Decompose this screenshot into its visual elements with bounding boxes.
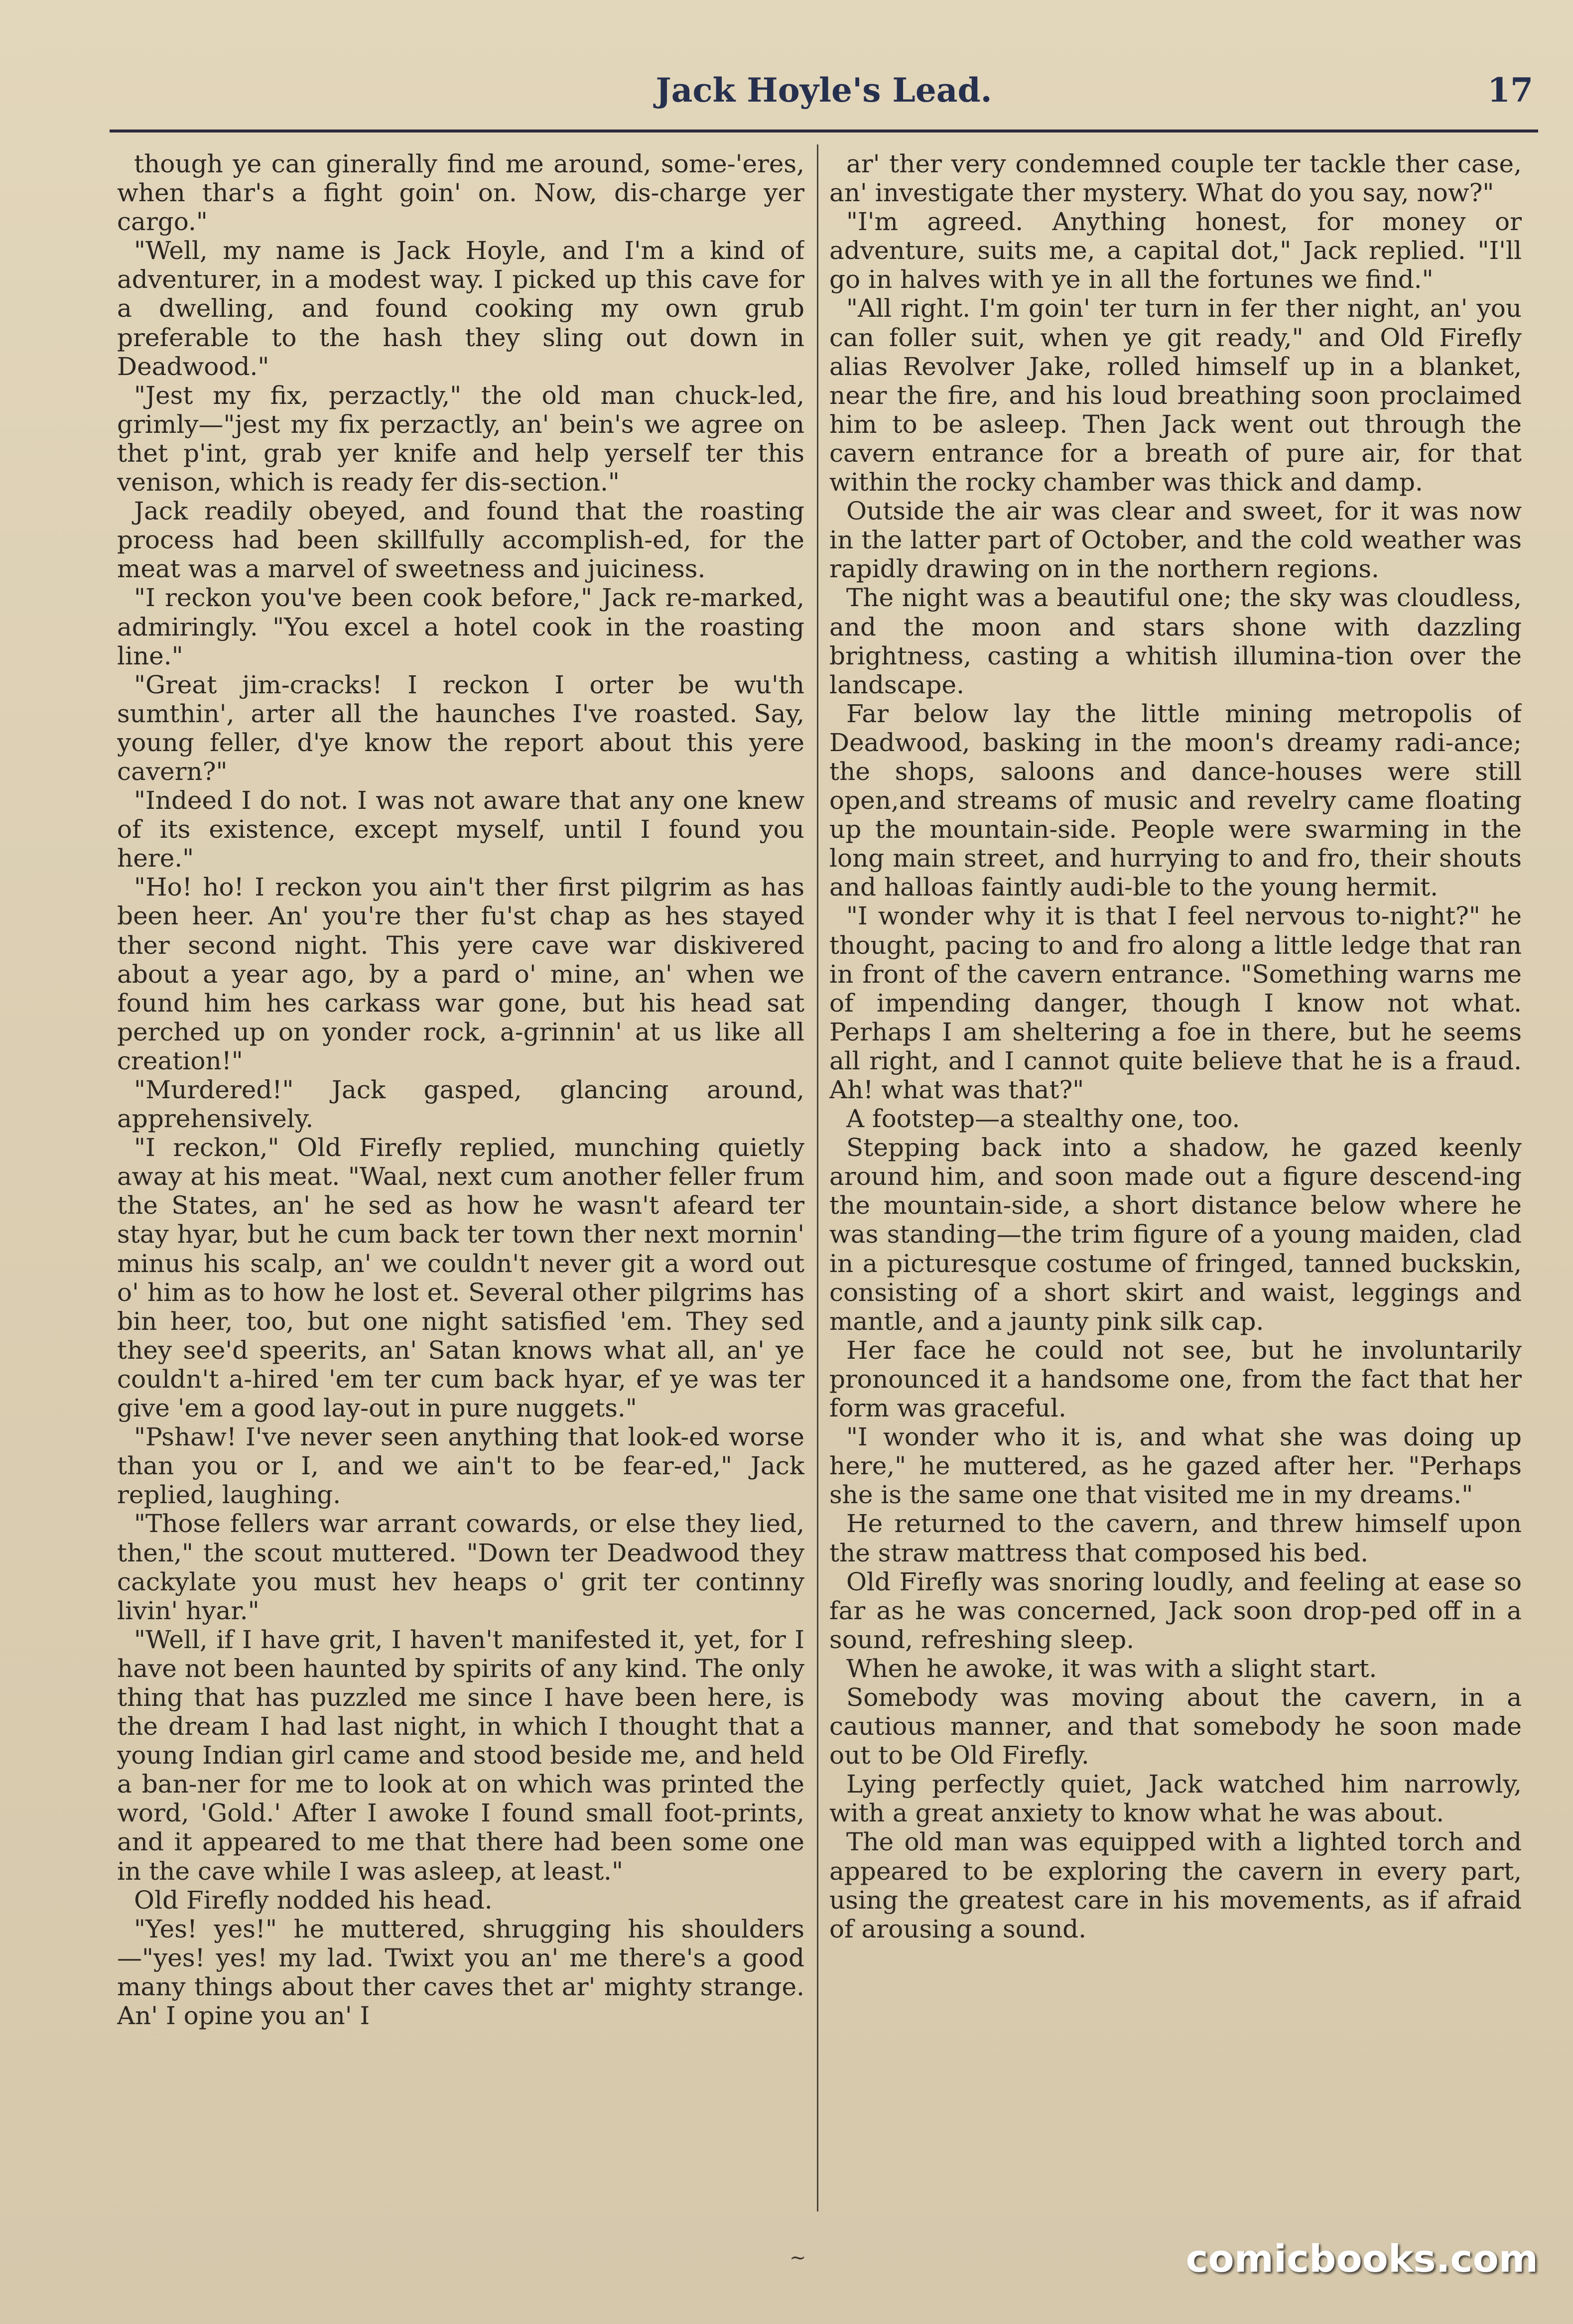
paragraph: Jack readily obeyed, and found that the roasting process had been skillfully accomplish-ed, for the meat was a marvel of sweetness and juiciness. [117,497,804,584]
site-watermark: comicbooks.com [1185,2236,1538,2281]
right-column [829,149,1522,2216]
paragraph: "Indeed I do not. I was not aware that any one knew of its existence, except myself, until I found you here." [117,786,804,873]
paragraph: Somebody was moving about the cavern, in a cautious manner, and that somebody he soon made out to be Old Firefly. [829,1682,1522,1770]
paragraph: "Great jim-cracks! I reckon I orter be wu'th sumthin', arter all the haunches I've roasted. Say, young feller, d'ye know the report about this yere cavern?" [117,670,804,786]
paragraph: "Pshaw! I've never seen anything that look-ed worse than you or I, and we ain't to be fear-ed," Jack replied, laughing. [117,1422,804,1510]
paragraph: "I reckon you've been cook before," Jack re-marked, admiringly. "You excel a hotel cook in the roasting line." [117,583,804,670]
paragraph: "Jest my fix, perzactly," the old man chuck-led, grimly—"jest my fix perzactly, an' bein's we agree on thet p'int, grab yer knife and help yerself ter this venison, which is ready fer dis-section." [117,381,804,497]
paragraph: ar' ther very condemned couple ter tackle ther case, an' investigate ther mystery. What do you say, now?" [829,149,1522,208]
paragraph: "All right. I'm goin' ter turn in fer ther night, an' you can foller suit, when ye git ready," and Old Firefly alias Revolver Jake, rolled himself up in a blanket, near the fire, and his loud breathing soon proclaimed him to be asleep. Then Jack went out through the cavern entrance for a breath of pure air, for that within the rocky chamber was thick and damp. [829,294,1522,497]
paragraph: "Murdered!" Jack gasped, glancing around, apprehensively. [117,1075,804,1134]
page-title: Jack Hoyle's Lead. [655,71,992,110]
paragraph: "Ho! ho! I reckon you ain't ther first pilgrim as has been heer. An' you're ther fu'st chap as hes stayed ther second night. This yere cave war diskivered about a year ago, by a pard o' mine, an' when we found him hes carkass war gone, but his head sat perched up on yonder rock, a-grinnin' at us like all creation!" [117,873,804,1075]
paragraph: Her face he could not see, but he involuntarily pronounced it a handsome one, from the fact that her form was graceful. [829,1335,1522,1423]
paragraph: The night was a beautiful one; the sky was cloudless, and the moon and stars shone with dazzling brightness, casting a whitish illumina-tion over the landscape. [829,583,1522,699]
paragraph: Old Firefly was snoring loudly, and feeling at ease so far as he was concerned, Jack soon drop-ped off in a sound, refreshing sleep. [829,1567,1522,1654]
paragraph: "Well, my name is Jack Hoyle, and I'm a kind of adventurer, in a modest way. I picked up this cave for a dwelling, and found cooking my own grub preferable to the hash they sling out down in Deadwood." [117,236,804,381]
paragraph: When he awoke, it was with a slight start. [846,1654,1377,1683]
paragraph: Far below lay the little mining metropolis of Deadwood, basking in the moon's dreamy radi-ance; the shops, saloons and dance-houses were still open,and streams of music and revelry came floating up the mountain-side. People were swarming in the long main street, and hurrying to and fro, their shouts and halloas faintly audi-ble to the young hermit. [829,699,1522,902]
paragraph: He returned to the cavern, and threw himself upon the straw mattress that composed his bed. [829,1509,1522,1567]
paragraph: "I'm agreed. Anything honest, for money or adventure, suits me, a capital dot," Jack replied. "I'll go in halves with ye in all the fortunes we find." [829,207,1522,294]
paragraph: Outside the air was clear and sweet, for it was now in the latter part of October, and the cold weather was rapidly drawing on in the northern regions. [829,497,1522,584]
left-column [117,149,804,2216]
running-head [110,65,1538,132]
paragraph: "I wonder who it is, and what she was doing up here," he muttered, as he gazed after her. "Perhaps she is the same one that visited me in my dreams." [829,1422,1522,1510]
paragraph: "I wonder why it is that I feel nervous to-night?" he thought, pacing to and fro along a little ledge that ran in front of the cavern entrance. "Something warns me of impending danger, though I know not what. Perhaps I am sheltering a foe in there, but he seems all right, and I cannot quite believe that he is a fraud. Ah! what was that?" [829,902,1522,1104]
page-number: 17 [1487,71,1533,110]
printer-mark: ~ [789,2246,806,2269]
paragraph: "Those fellers war arrant cowards, or else they lied, then," the scout muttered. "Down ter Deadwood they cackylate you must hev heaps o' grit ter continny livin' hyar." [117,1509,804,1625]
paragraph: "Yes! yes!" he muttered, shrugging his shoulders—"yes! yes! my lad. Twixt you an' me there's a good many things about ther caves thet ar' mighty strange. An' I opine you an' I [117,1914,804,2030]
paragraph: "I reckon," Old Firefly replied, munching quietly away at his meat. "Waal, next cum another feller frum the States, an' he sed as how he wasn't afeard ter stay hyar, but he cum back ter town ther next mornin' minus his scalp, an' we couldn't never git a word out o' him as to how he lost et. Several other pilgrims has bin heer, too, but one night satisfied 'em. They sed they see'd speerits, an' Satan knows what all, an' ye couldn't a-hired 'em ter cum back hyar, ef ye was ter give 'em a good lay-out in pure nuggets." [117,1133,804,1423]
paragraph: Stepping back into a shadow, he gazed keenly around him, and soon made out a figure descend-ing the mountain-side, a short distance below where he was standing—the trim figure of a young maiden, clad in a picturesque costume of fringed, tanned buckskin, consisting of a short skirt and waist, leggings and mantle, and a jaunty pink silk cap. [829,1133,1522,1336]
paragraph: Lying perfectly quiet, Jack watched him narrowly, with a great anxiety to know what he was about. [829,1770,1522,1828]
paragraph: A footstep—a stealthy one, too. [846,1104,1240,1134]
column-divider [817,144,818,2211]
paragraph: Old Firefly nodded his head. [134,1885,493,1915]
paragraph: The old man was equipped with a lighted torch and appeared to be exploring the cavern in every part, using the greatest care in his movements, as if afraid of arousing a sound. [829,1827,1522,1943]
paragraph: "Well, if I have grit, I haven't manifested it, yet, for I have not been haunted by spirits of any kind. The only thing that has puzzled me since I have been here, is the dream I had last night, in which I thought that a young Indian girl came and stood beside me, and held a ban-ner for me to look at on which was printed the word, 'Gold.' After I awoke I found small foot-prints, and it appeared to me that there had been some one in the cave while I was asleep, at least." [117,1625,804,1886]
paragraph: though ye can ginerally find me around, some-'eres, when thar's a fight goin' on. Now, dis-charge yer cargo." [117,149,804,237]
